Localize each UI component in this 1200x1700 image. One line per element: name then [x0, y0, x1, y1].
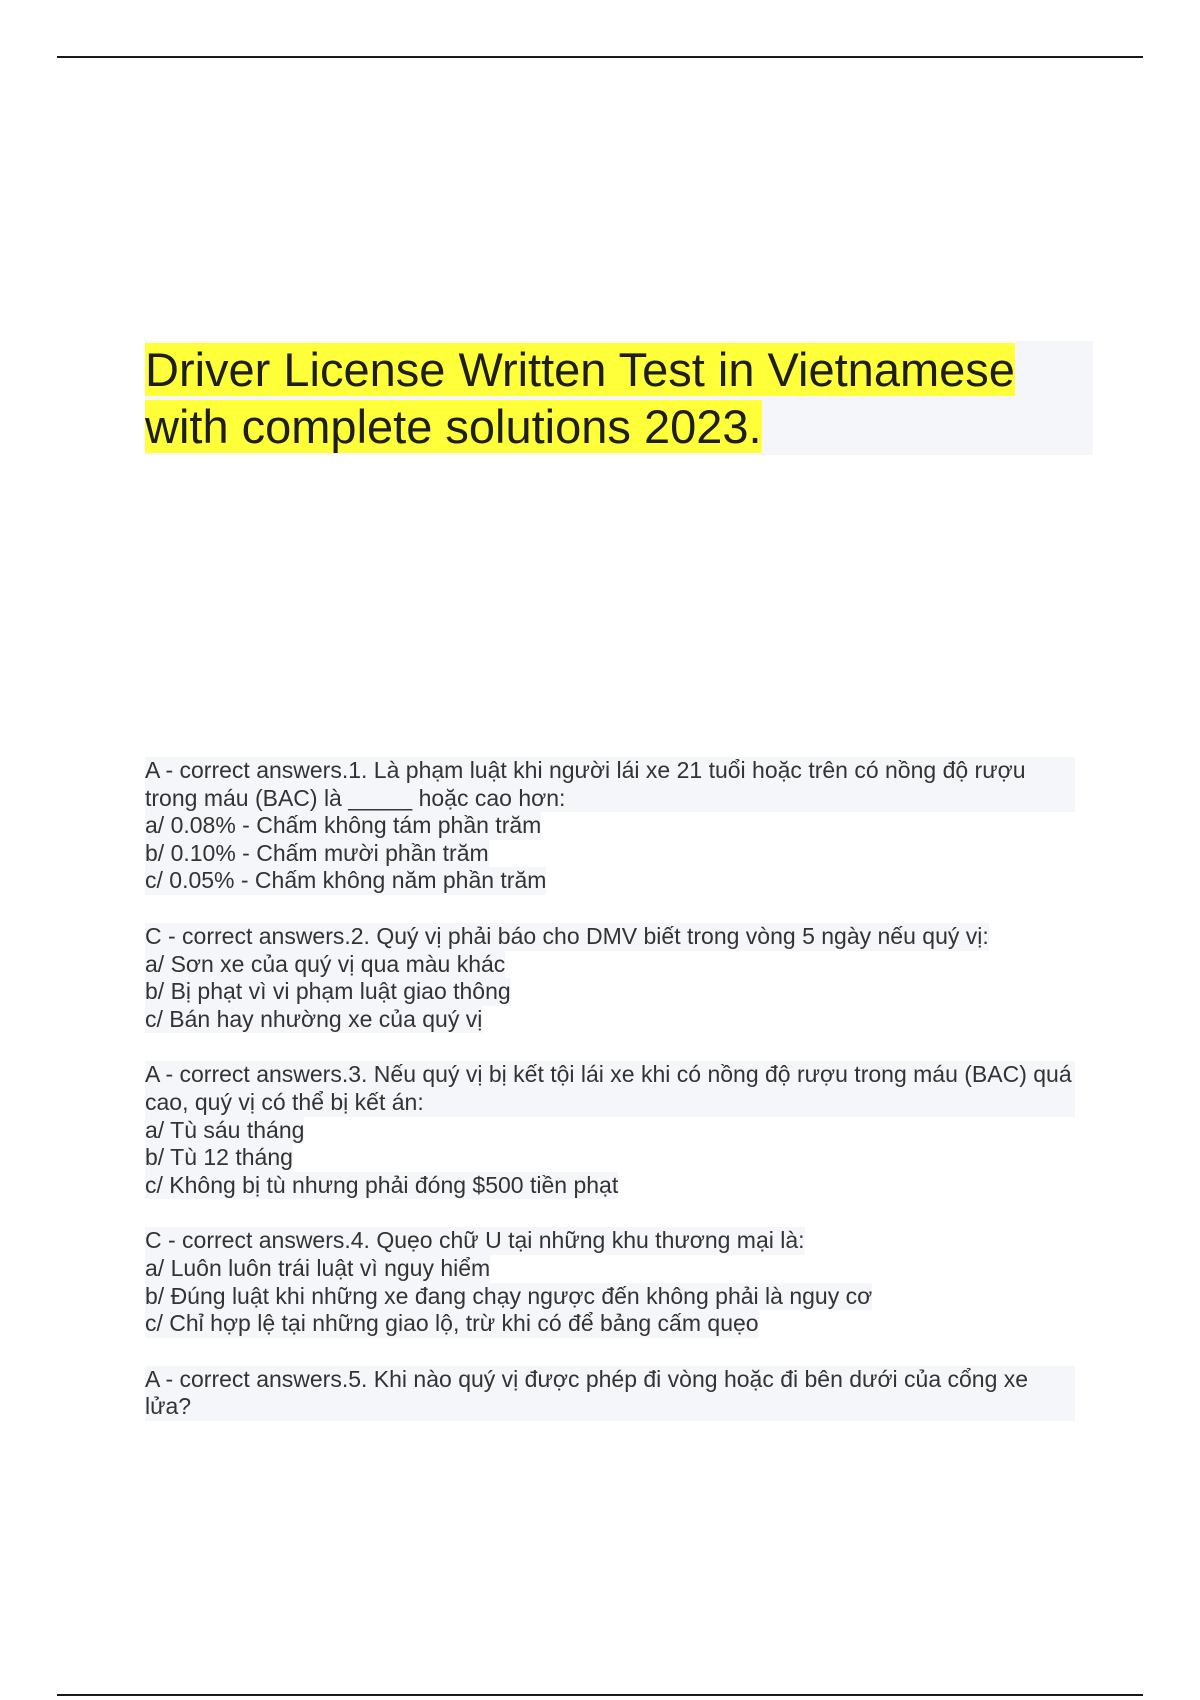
- answer-option: c/ Bán hay nhường xe của quý vị: [145, 1005, 483, 1032]
- answer-option: a/ Sơn xe của quý vị qua màu khác: [145, 950, 506, 977]
- question-3: [145, 1061, 1093, 1199]
- question-text: A - correct answers.1. Là phạm luật khi người lái xe 21 tuổi hoặc trên có nồng độ rượu trong máu (BAC) là _____ hoặc cao hơn:: [145, 757, 1075, 812]
- question-list: [145, 757, 1093, 1449]
- answer-option: a/ Tù sáu tháng: [145, 1116, 305, 1143]
- question-4: [145, 1227, 1093, 1337]
- document-title-block: [145, 341, 1093, 455]
- question-text: A - correct answers.3. Nếu quý vị bị kết tội lái xe khi có nồng độ rượu trong máu (BAC) quá cao, quý vị có thể bị kết án:: [145, 1061, 1075, 1116]
- answer-option: c/ Không bị tù nhưng phải đóng $500 tiền phạt: [145, 1171, 619, 1198]
- answer-option: b/ Tù 12 tháng: [145, 1144, 293, 1171]
- question-text: C - correct answers.2. Quý vị phải báo cho DMV biết trong vòng 5 ngày nếu quý vị:: [145, 922, 989, 949]
- answer-option: c/ Chỉ hợp lệ tại những giao lộ, trừ khi có để bảng cấm quẹo: [145, 1310, 759, 1337]
- answer-option: a/ 0.08% - Chấm không tám phần trăm: [145, 812, 542, 839]
- question-text: A - correct answers.5. Khi nào quý vị được phép đi vòng hoặc đi bên dưới của cổng xe lửa?: [145, 1366, 1075, 1421]
- document-title: Driver License Written Test in Vietnamese with complete solutions 2023.: [145, 343, 1015, 453]
- question-text: C - correct answers.4. Quẹo chữ U tại những khu thương mại là:: [145, 1227, 805, 1254]
- answer-option: b/ 0.10% - Chấm mười phần trăm: [145, 839, 489, 866]
- question-5: [145, 1366, 1093, 1421]
- answer-option: b/ Đúng luật khi những xe đang chạy ngược đến không phải là nguy cơ: [145, 1282, 873, 1309]
- question-1: [145, 757, 1093, 895]
- answer-option: c/ 0.05% - Chấm không năm phần trăm: [145, 867, 547, 894]
- question-2: [145, 923, 1093, 1033]
- page-bottom-rule: [57, 1694, 1143, 1696]
- page-top-rule: [57, 56, 1143, 58]
- answer-option: b/ Bị phạt vì vi phạm luật giao thông: [145, 978, 511, 1005]
- answer-option: a/ Luôn luôn trái luật vì nguy hiểm: [145, 1254, 491, 1281]
